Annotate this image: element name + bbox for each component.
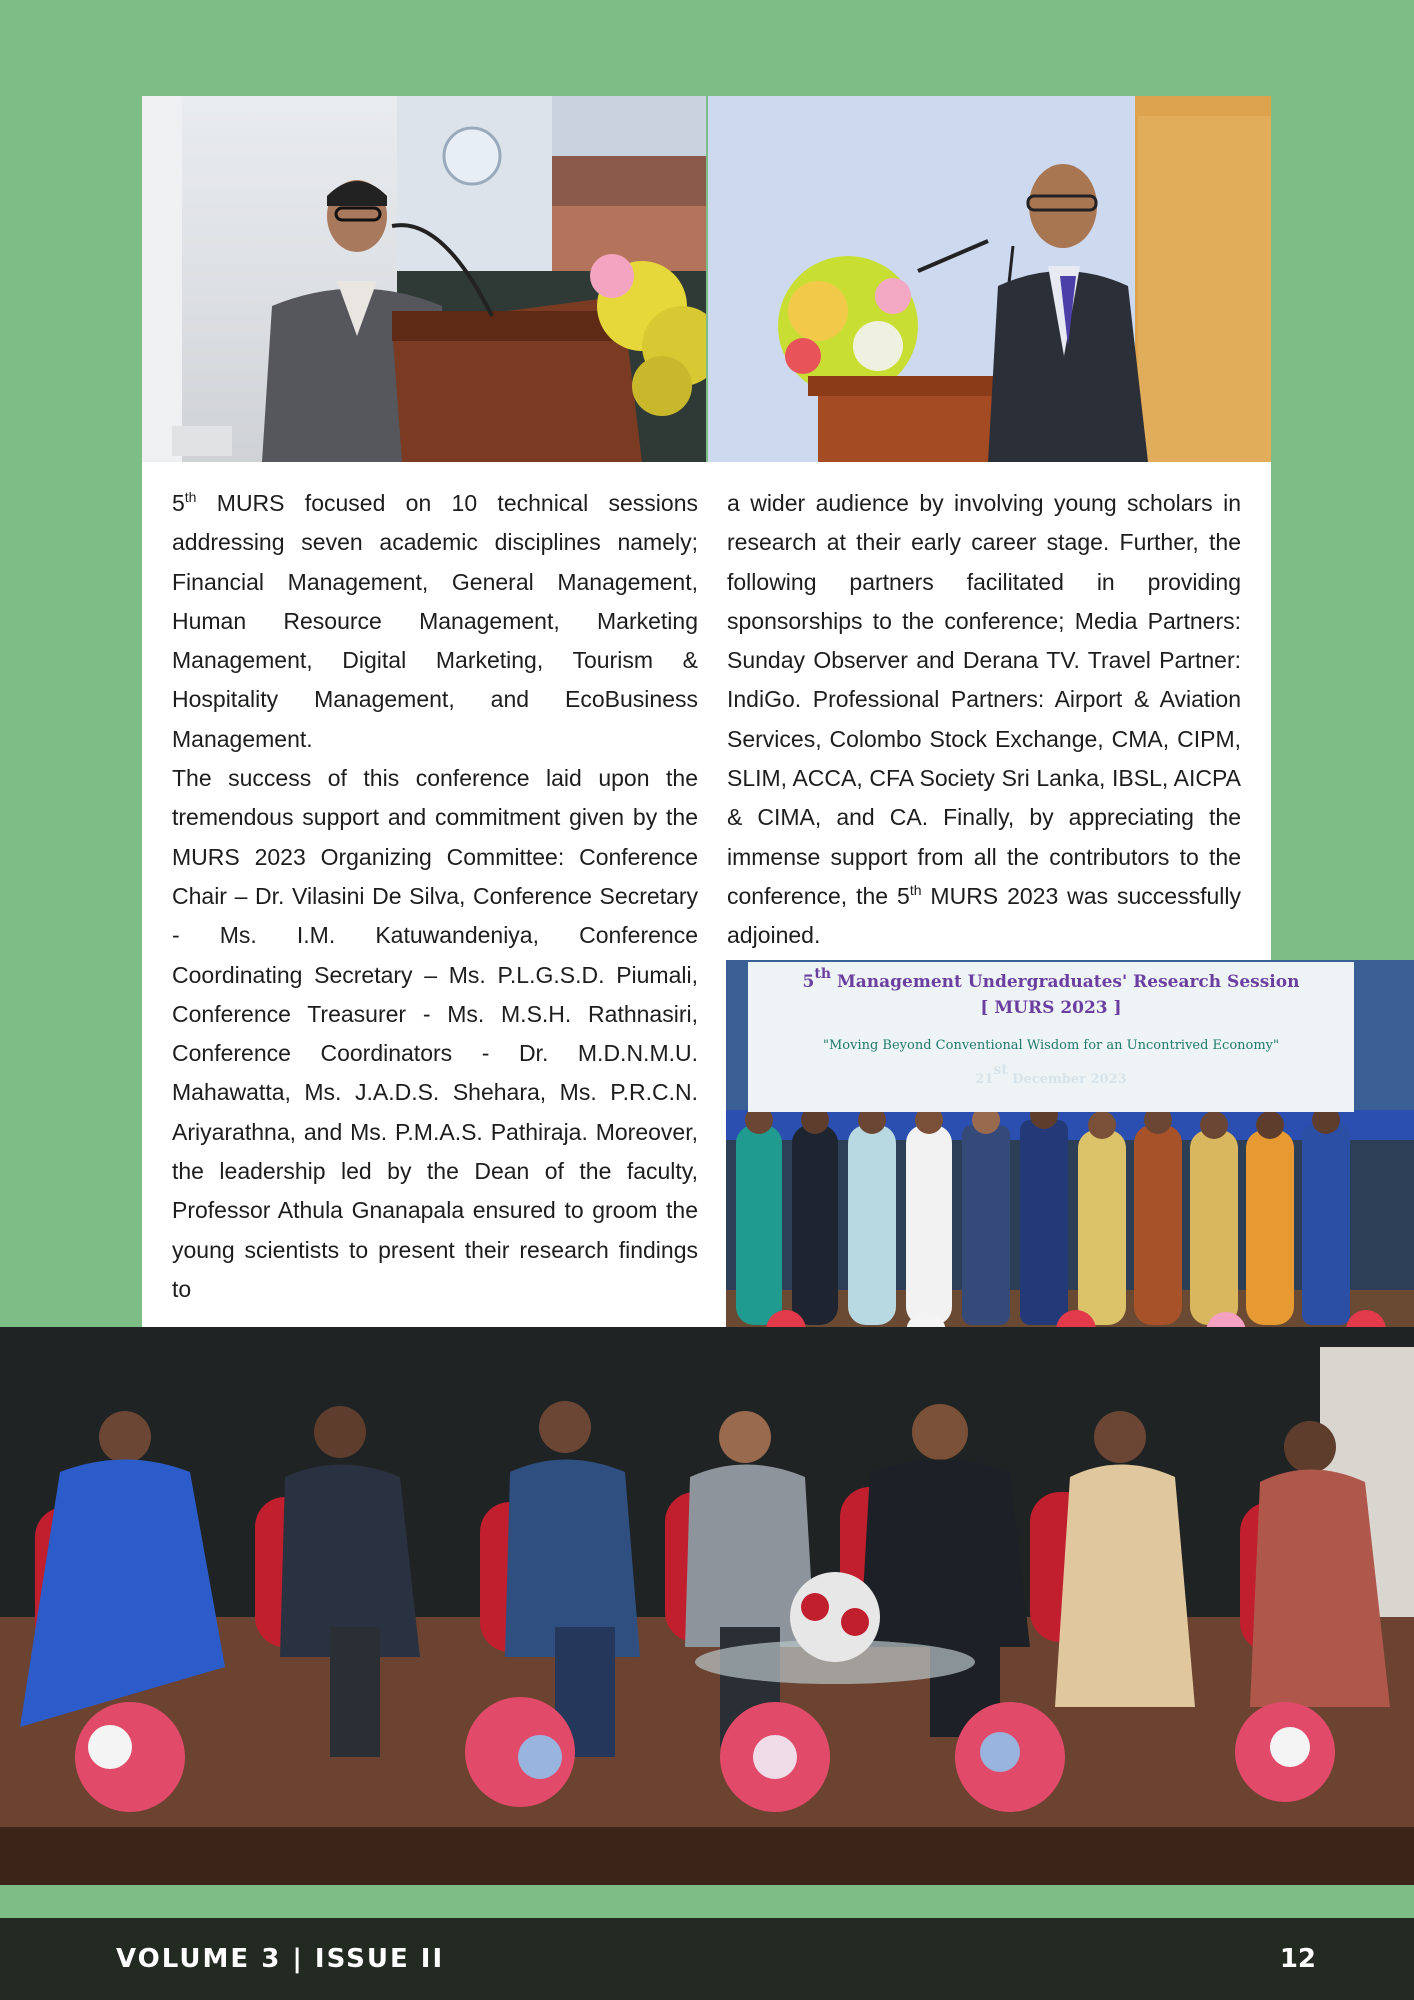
ordinal-suffix: th [814,966,832,982]
ordinal-suffix: th [184,489,197,505]
paragraph-text: a wider audience by involving young scholars in research at their early career stage. Further, the following partners facilitated in providing sponsorships to the conference; Media Partners: Sunday Observer and Derana TV. Travel Partner: IndiGo. Professional Partners: Airport & Aviation Services, Colombo Stock Exchange, CMA, CIPM, SLIM, ACCA, CFA Society Sri Lanka, IBSL, AICPA & CIMA, and CA. Finally, by appreciating the immense support from all the contributors to the conference, the [727,490,1241,909]
paragraph-sessions [172,484,698,759]
page-number: 12 [1279,1944,1316,1974]
speaker-photo-right [708,96,1271,462]
ordinal-number: 5 [802,972,815,992]
banner-date [748,1062,1354,1087]
panel-stage-photo [0,1327,1414,1885]
ordinal-suffix: st [993,1062,1008,1078]
volume-issue-label: VOLUME 3 | ISSUE II [116,1944,445,1974]
ordinal-number: 5 [897,882,910,909]
paragraph-committee: The success of this conference laid upon the tremendous support and commitment given by the MURS 2023 Organizing Committee: Conference Chair – Dr. Vilasini De Silva, Conference Secretary - Ms. I.M. Katuwandeniya, Conference Coordinating Secretary – Ms. P.L.G.S.D. Piumali, Conference Treasurer - Ms. M.S.H. Rathnasiri, Conference Coordinators - Dr. M.D.N.M.U. Mahawatta, Ms. J.A.D.S. Shehara, Ms. P.R.C.N. Ariyarathna, and Ms. P.M.A.S. Pathiraja. Moreover, the leadership led by the Dean of the faculty, Professor Athula Gnanapala ensured to groom the young scientists to present their research findings to [172,765,698,1302]
ordinal-suffix: th [909,881,922,898]
date-day: 21 [975,1072,994,1087]
speaker-left-illustration [142,96,706,462]
speaker-right-illustration [708,96,1271,462]
paragraph-text: MURS focused on 10 technical sessions addressing seven academic disciplines namely; Financial Management, General Management, Human Resource Management, Marketing Management, Digital Marketing, Tourism & Hospitality Management, and EcoBusiness Management. [172,490,698,752]
ordinal-number: 5 [172,490,185,516]
paragraph-text: MURS 2023 was successfully adjoined. [727,882,1241,949]
article-left-column [172,484,698,1309]
panel-stage-illustration [0,1327,1414,1885]
banner-title-text: Management Undergraduates' Research Session [831,972,1300,992]
paragraph-sponsors [727,484,1241,956]
banner-subtitle: [ MURS 2023 ] [980,998,1122,1018]
speaker-photo-left [142,96,706,462]
date-month-year: December 2023 [1007,1072,1127,1087]
article-right-column [727,484,1241,956]
banner-theme: "Moving Beyond Conventional Wisdom for an Uncontrived Economy" [822,1038,1280,1053]
conference-banner [748,962,1354,1112]
banner-title [748,966,1354,992]
